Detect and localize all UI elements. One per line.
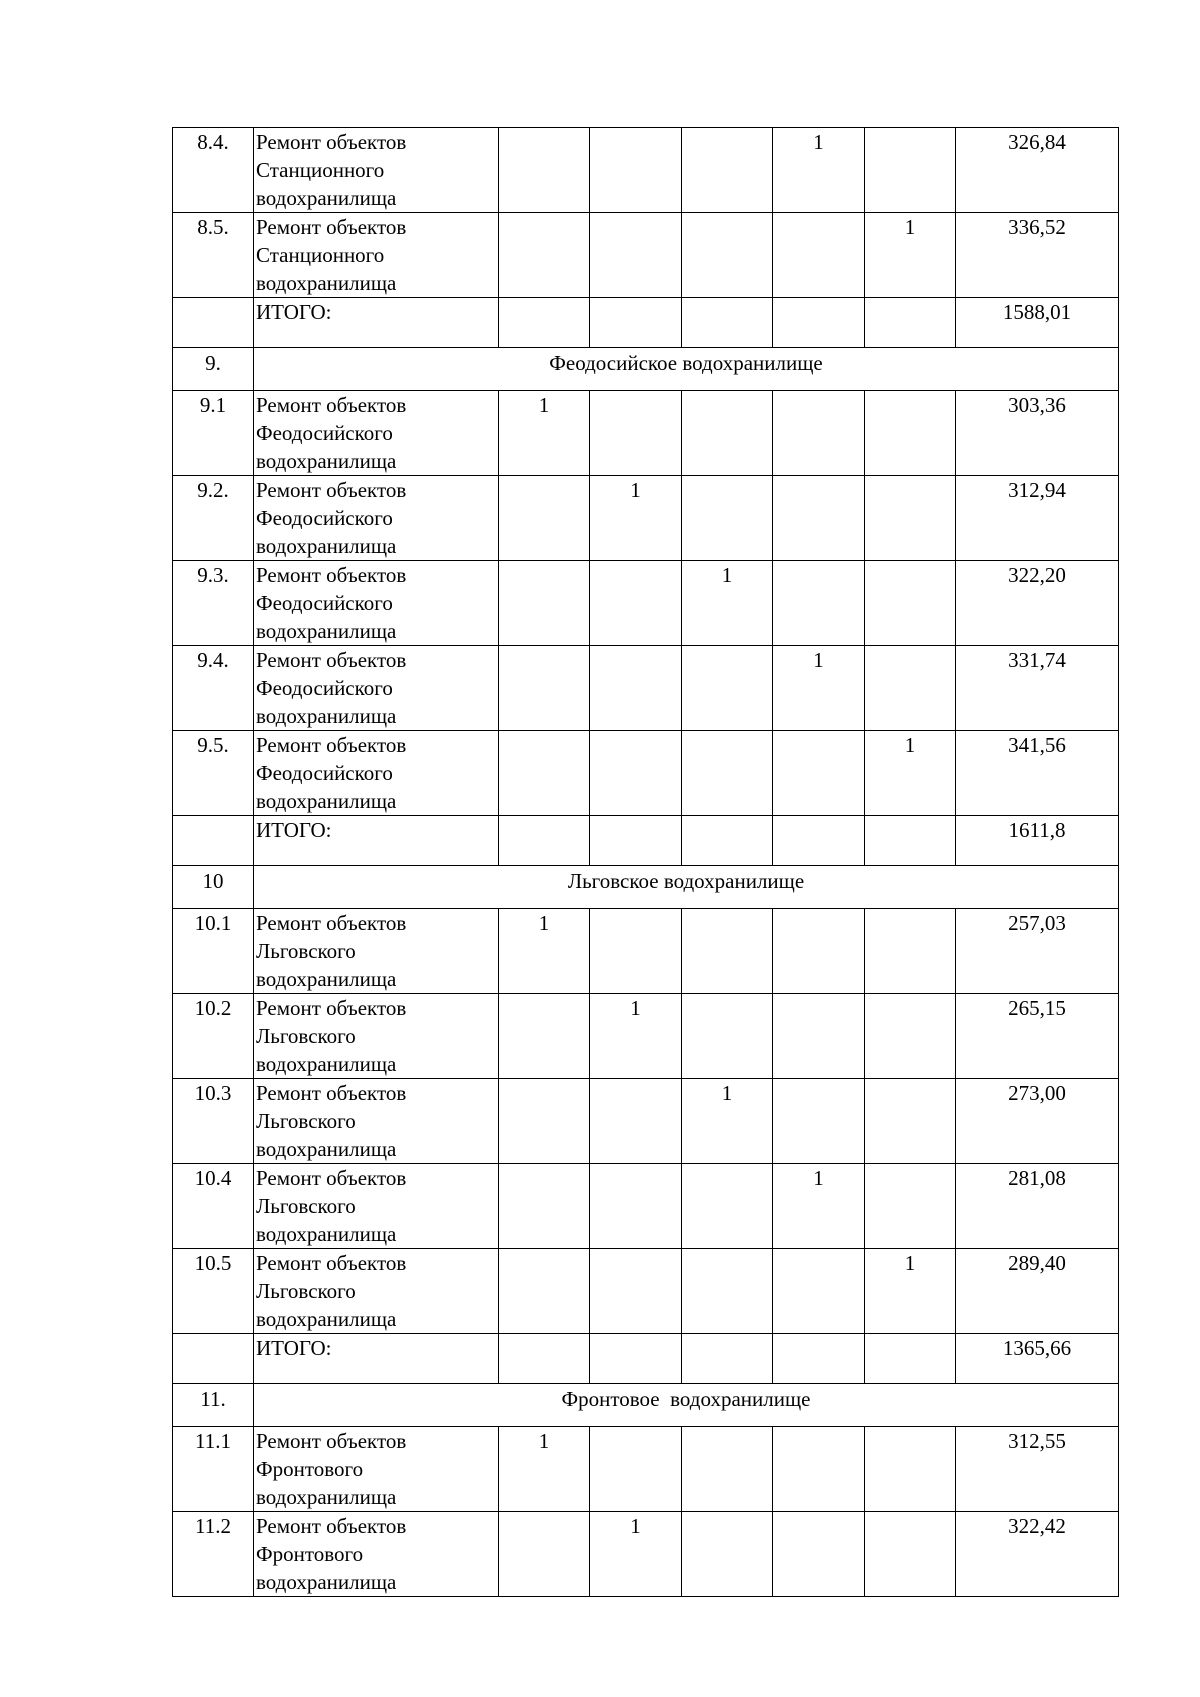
cost-value: 289,40 [956,1249,1119,1334]
year-mark-cell [590,128,682,213]
year-mark-cell [773,816,865,866]
year-mark-cell [773,909,865,994]
table-row [173,213,1119,298]
year-mark-cell: 1 [865,1249,956,1334]
year-mark-cell [773,391,865,476]
year-mark-cell [682,731,773,816]
cost-value: 273,00 [956,1079,1119,1164]
table-row [173,1164,1119,1249]
section-header-row [173,866,1119,909]
year-mark-cell [773,994,865,1079]
year-mark-cell: 1 [773,1164,865,1249]
cost-value: 265,15 [956,994,1119,1079]
year-mark-cell [499,1512,590,1597]
row-number [173,298,254,348]
year-mark-cell [590,1164,682,1249]
row-number [173,816,254,866]
year-mark-cell [682,1512,773,1597]
table-row [173,646,1119,731]
work-description: Ремонт объектов Феодосийского водохранилища [254,476,499,561]
budget-table [172,127,1119,1597]
row-number: 10.2 [173,994,254,1079]
year-mark-cell [682,909,773,994]
section-title: Льговское водохранилище [254,866,1119,909]
row-number: 10.5 [173,1249,254,1334]
section-title: Фронтовое водохранилище [254,1384,1119,1427]
cost-value: 312,94 [956,476,1119,561]
year-mark-cell: 1 [682,1079,773,1164]
year-mark-cell: 1 [865,213,956,298]
year-mark-cell [499,476,590,561]
year-mark-cell [865,1164,956,1249]
row-number: 8.4. [173,128,254,213]
year-mark-cell [499,1249,590,1334]
year-mark-cell [590,909,682,994]
year-mark-cell [590,391,682,476]
year-mark-cell [682,994,773,1079]
table-row [173,128,1119,213]
section-title: Феодосийское водохранилище [254,348,1119,391]
year-mark-cell [682,213,773,298]
year-mark-cell [865,1079,956,1164]
year-mark-cell [865,816,956,866]
table-row [173,561,1119,646]
year-mark-cell [590,1249,682,1334]
section-number: 9. [173,348,254,391]
cost-value: 312,55 [956,1427,1119,1512]
work-description: Ремонт объектов Льговского водохранилища [254,909,499,994]
total-value: 1365,66 [956,1334,1119,1384]
total-label: ИТОГО: [254,816,499,866]
section-number: 10 [173,866,254,909]
year-mark-cell [682,1249,773,1334]
year-mark-cell [499,128,590,213]
table-body [173,128,1119,1597]
row-number: 9.4. [173,646,254,731]
year-mark-cell [590,561,682,646]
year-mark-cell [773,561,865,646]
year-mark-cell [682,476,773,561]
year-mark-cell [865,909,956,994]
section-header-row [173,348,1119,391]
year-mark-cell [682,1334,773,1384]
cost-value: 257,03 [956,909,1119,994]
budget-table-container [172,127,1118,1597]
year-mark-cell [865,646,956,731]
year-mark-cell [499,1079,590,1164]
year-mark-cell [865,994,956,1079]
year-mark-cell [865,561,956,646]
row-number: 8.5. [173,213,254,298]
year-mark-cell: 1 [499,1427,590,1512]
year-mark-cell [590,816,682,866]
year-mark-cell [773,1249,865,1334]
work-description: Ремонт объектов Льговского водохранилища [254,1079,499,1164]
year-mark-cell: 1 [590,994,682,1079]
year-mark-cell [865,128,956,213]
year-mark-cell [590,1427,682,1512]
row-number: 9.1 [173,391,254,476]
year-mark-cell [682,391,773,476]
work-description: Ремонт объектов Станционного водохранилища [254,213,499,298]
year-mark-cell: 1 [682,561,773,646]
year-mark-cell [773,731,865,816]
cost-value: 331,74 [956,646,1119,731]
cost-value: 303,36 [956,391,1119,476]
year-mark-cell: 1 [590,476,682,561]
work-description: Ремонт объектов Фронтового водохранилища [254,1512,499,1597]
year-mark-cell [773,298,865,348]
work-description: Ремонт объектов Феодосийского водохранилища [254,391,499,476]
year-mark-cell [590,731,682,816]
work-description: Ремонт объектов Льговского водохранилища [254,1164,499,1249]
cost-value: 341,56 [956,731,1119,816]
year-mark-cell [682,1427,773,1512]
total-label: ИТОГО: [254,298,499,348]
year-mark-cell [682,816,773,866]
total-value: 1588,01 [956,298,1119,348]
table-row [173,1249,1119,1334]
year-mark-cell [682,298,773,348]
row-number: 10.4 [173,1164,254,1249]
table-row [173,1079,1119,1164]
total-row [173,298,1119,348]
row-number: 11.2 [173,1512,254,1597]
year-mark-cell [682,1164,773,1249]
year-mark-cell [865,1512,956,1597]
year-mark-cell [590,1079,682,1164]
table-row [173,1427,1119,1512]
year-mark-cell [590,298,682,348]
section-number: 11. [173,1384,254,1427]
table-row [173,391,1119,476]
year-mark-cell [499,731,590,816]
year-mark-cell: 1 [499,391,590,476]
total-label: ИТОГО: [254,1334,499,1384]
year-mark-cell: 1 [773,128,865,213]
year-mark-cell [773,1334,865,1384]
year-mark-cell [773,1079,865,1164]
table-row [173,994,1119,1079]
table-row [173,1512,1119,1597]
work-description: Ремонт объектов Феодосийского водохранилища [254,646,499,731]
table-row [173,476,1119,561]
year-mark-cell [499,1164,590,1249]
year-mark-cell [865,476,956,561]
year-mark-cell [590,646,682,731]
row-number: 11.1 [173,1427,254,1512]
year-mark-cell: 1 [773,646,865,731]
year-mark-cell [499,298,590,348]
year-mark-cell [773,213,865,298]
year-mark-cell: 1 [865,731,956,816]
cost-value: 322,42 [956,1512,1119,1597]
work-description: Ремонт объектов Станционного водохранилища [254,128,499,213]
work-description: Ремонт объектов Феодосийского водохранилища [254,731,499,816]
year-mark-cell [499,213,590,298]
year-mark-cell [865,1427,956,1512]
table-row [173,909,1119,994]
year-mark-cell [499,1334,590,1384]
work-description: Ремонт объектов Фронтового водохранилища [254,1427,499,1512]
work-description: Ремонт объектов Льговского водохранилища [254,1249,499,1334]
row-number: 9.2. [173,476,254,561]
section-header-row [173,1384,1119,1427]
work-description: Ремонт объектов Феодосийского водохранилища [254,561,499,646]
cost-value: 336,52 [956,213,1119,298]
year-mark-cell [499,816,590,866]
year-mark-cell [865,391,956,476]
year-mark-cell: 1 [499,909,590,994]
work-description: Ремонт объектов Льговского водохранилища [254,994,499,1079]
cost-value: 281,08 [956,1164,1119,1249]
total-row [173,816,1119,866]
total-value: 1611,8 [956,816,1119,866]
year-mark-cell [773,476,865,561]
row-number [173,1334,254,1384]
cost-value: 326,84 [956,128,1119,213]
year-mark-cell [682,646,773,731]
year-mark-cell: 1 [590,1512,682,1597]
total-row [173,1334,1119,1384]
year-mark-cell [865,1334,956,1384]
row-number: 10.1 [173,909,254,994]
year-mark-cell [773,1427,865,1512]
year-mark-cell [499,561,590,646]
row-number: 9.3. [173,561,254,646]
year-mark-cell [590,1334,682,1384]
cost-value: 322,20 [956,561,1119,646]
year-mark-cell [499,646,590,731]
year-mark-cell [865,298,956,348]
table-row [173,731,1119,816]
year-mark-cell [773,1512,865,1597]
year-mark-cell [682,128,773,213]
year-mark-cell [499,994,590,1079]
row-number: 9.5. [173,731,254,816]
year-mark-cell [590,213,682,298]
row-number: 10.3 [173,1079,254,1164]
